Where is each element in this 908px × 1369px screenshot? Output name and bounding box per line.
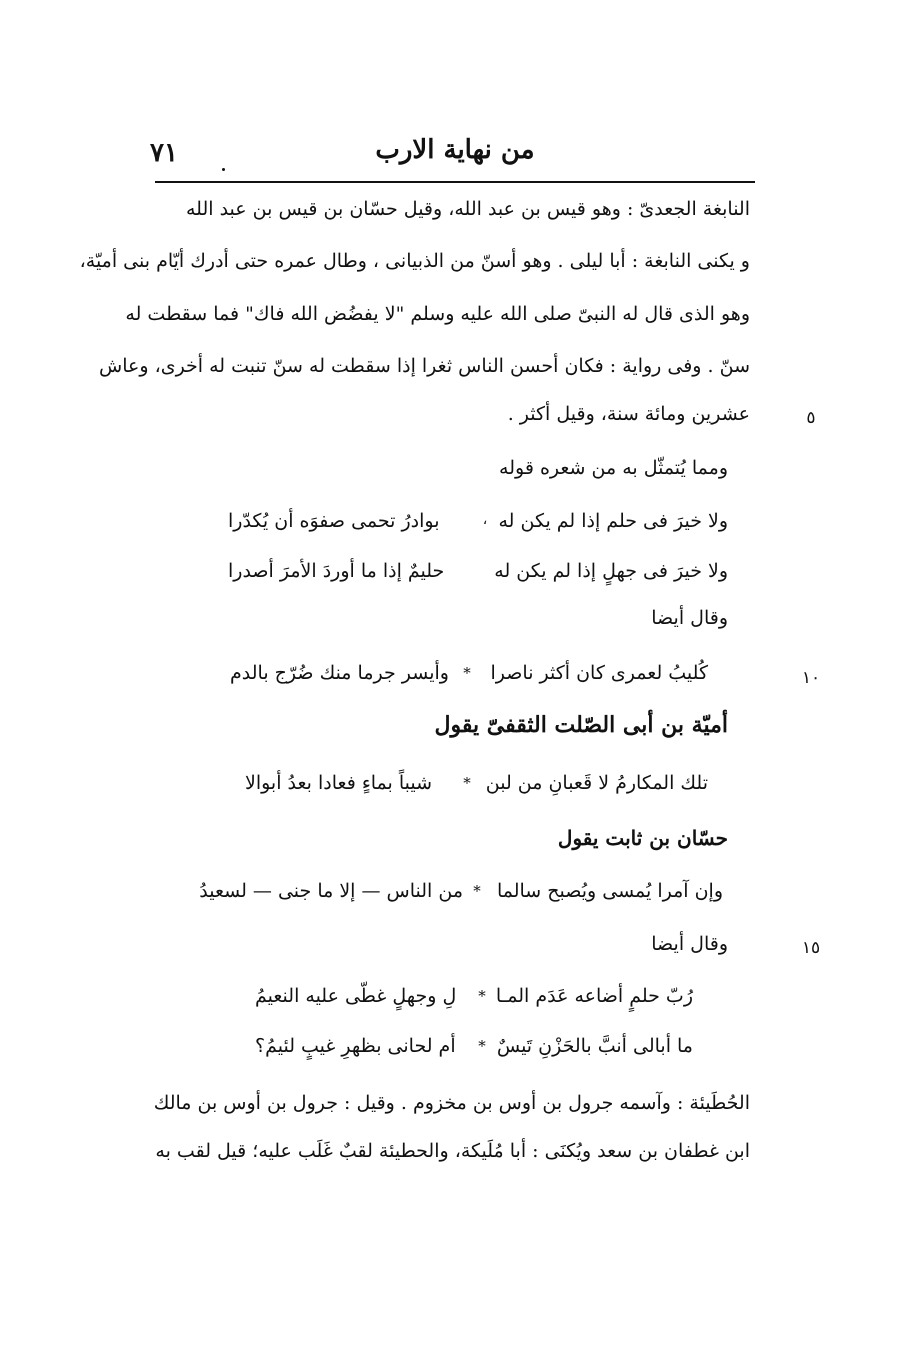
running-header-title: من نهاية الارب [375,135,535,165]
verse-separator: ، [482,512,488,528]
line-number: ١٥ [801,938,821,958]
verse-intro: وقال أيضا [651,607,728,629]
verse-separator: * [478,1037,486,1055]
header-rule [155,181,755,183]
verse-hemistich: من الناس — إلا ما جنى — لسعيدُ [199,880,463,902]
verse-separator: * [463,774,471,792]
text-line: وهو الذى قال له النبىّ صلى الله عليه وسلم "لا يفضُض الله فاك" فما سقطت له [125,303,750,325]
verse-hemistich: أم لحانى بظهرِ غيبٍ لئيمُ؟ [255,1035,456,1057]
poet-heading: أميّة بن أبى الصّلت الثقفىّ يقول [434,712,728,738]
line-number: ٥ [806,408,816,428]
text-line: الحُطَيئة : وآسمه جرول بن أوس بن مخزوم . وقيل : جرول بن أوس بن مالك [153,1092,750,1114]
verse-intro: وقال أيضا [651,933,728,955]
header-dot [222,168,225,171]
verse-hemistich: حليمٌ إذا ما أوردَ الأمرَ أصدرا [228,560,445,582]
verse-hemistich: رُبّ حلمٍ أضاعه عَدَم المـا [495,985,693,1007]
text-line: سنّ . وفى رواية : فكان أحسن الناس ثغرا إذا سقطت له سنّ تنبت له أخرى، وعاش [99,355,750,377]
line-number: ١٠ [801,668,821,688]
verse-hemistich: ولا خيرَ فى حلم إذا لم يكن له [498,510,728,532]
verse-hemistich: ولا خيرَ فى جهلٍ إذا لم يكن له [494,560,728,582]
verse-hemistich: وإن آمرا يُمسى ويُصبح سالما [496,880,723,902]
verse-hemistich: وأيسر جرما منك ضُرّج بالدم [230,662,449,684]
verse-separator: * [478,987,486,1005]
verse-hemistich: بوادرُ تحمى صفوَه أن يُكدّرا [228,510,440,532]
verse-hemistich: ما أبالى أنبَّ بالحَزْنِ تَيسٌ [496,1035,693,1057]
text-line: عشرين ومائة سنة، وقيل أكثر . [507,403,750,425]
verse-hemistich: تلك المكارمُ لا قَعبانِ من لبن [485,772,708,794]
text-line: النابغة الجعدىّ : وهو قيس بن عبد الله، وقيل حسّان بن قيس بن عبد الله [186,198,750,220]
verse-hemistich: شيباً بماءٍ فعادا بعدُ أبوالا [245,772,433,794]
poet-heading: حسّان بن ثابت يقول [557,826,728,850]
text-line: و يكنى النابغة : أبا ليلى . وهو أسنّ من الذبيانى ، وطال عمره حتى أدرك أيّام بنى أميّة، [79,250,750,272]
verse-separator: * [473,882,481,900]
verse-hemistich: كُليبُ لعمرى كان أكثر ناصرا [490,662,708,684]
verse-intro: ومما يُتمثّل به من شعره قوله [499,457,728,479]
verse-hemistich: لِ وجهلٍ غطّى عليه النعيمُ [255,985,457,1007]
text-line: ابن غطفان بن سعد ويُكنَى : أبا مُلَيكة، والحطيئة لقبٌ غَلَب عليه؛ قيل لقب به [155,1140,750,1162]
verse-separator: * [463,664,471,682]
page-number: ٧١ [150,138,178,168]
